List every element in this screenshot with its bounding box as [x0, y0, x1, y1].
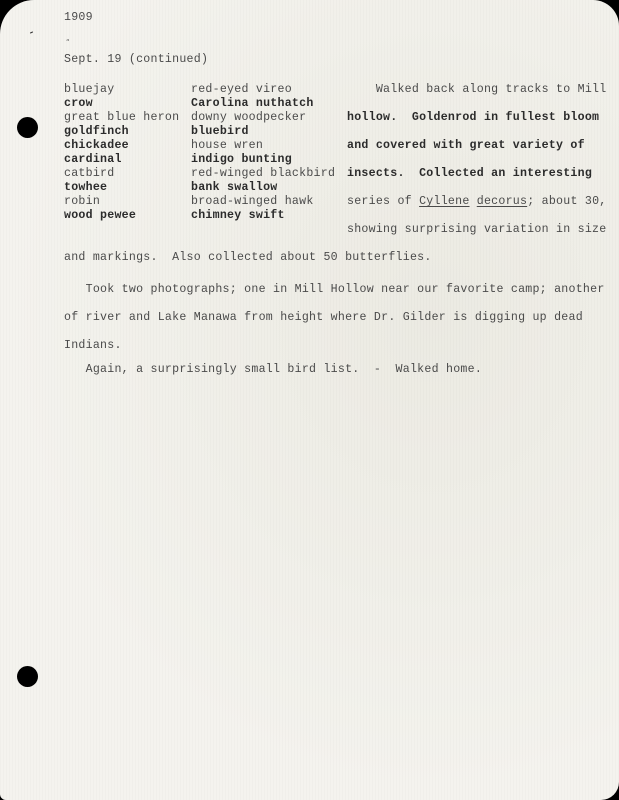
date-heading: Sept. 19 (continued)	[64, 53, 209, 66]
paper-speck	[30, 31, 33, 33]
bird-list-item: red-eyed vireo	[191, 83, 292, 96]
narrative-line: of river and Lake Manawa from height where Dr. Gilder is digging up dead	[64, 311, 583, 324]
binder-hole-top	[17, 117, 38, 138]
bird-list-item: indigo bunting	[191, 153, 292, 166]
bird-list-item: chimney swift	[191, 209, 285, 222]
narrative-line: and markings. Also collected about 50 butterflies.	[64, 251, 432, 264]
bird-list-item: great blue heron	[64, 111, 180, 124]
bird-list-item: bluebird	[191, 125, 249, 138]
bird-list-item: crow	[64, 97, 93, 110]
bird-list-item: goldfinch	[64, 125, 129, 138]
narrative-line: Indians.	[64, 339, 122, 352]
small-mark: „	[66, 34, 70, 42]
bird-list-item: red-winged blackbird	[191, 167, 336, 180]
narrative-line: insects. Collected an interesting	[347, 167, 593, 180]
narrative-line: Took two photographs; one in Mill Hollow near our favorite camp; another	[64, 283, 605, 296]
bird-list-item: wood pewee	[64, 209, 137, 222]
species-line-suffix: ; about 30,	[527, 195, 607, 208]
bird-list-item: house wren	[191, 139, 264, 152]
bird-list-item: towhee	[64, 181, 108, 194]
bird-list-item: catbird	[64, 167, 115, 180]
species-genus: Cyllene	[419, 195, 470, 208]
narrative-line: hollow. Goldenrod in fullest bloom	[347, 111, 600, 124]
narrative-line: showing surprising variation in size	[347, 223, 607, 236]
bird-list-item: cardinal	[64, 153, 122, 166]
narrative-line: Again, a surprisingly small bird list. - Walked home.	[64, 363, 483, 376]
bird-list-item: chickadee	[64, 139, 129, 152]
bird-list-item: broad-winged hawk	[191, 195, 314, 208]
species-space	[470, 195, 477, 208]
narrative-line: Walked back along tracks to Mill	[347, 83, 607, 96]
narrative-line: and covered with great variety of	[347, 139, 585, 152]
species-epithet: decorus	[476, 195, 528, 208]
bird-list-item: downy woodpecker	[191, 111, 307, 124]
bird-list-item: bluejay	[64, 83, 115, 96]
year-heading: 1909	[64, 11, 93, 24]
bird-list-item: bank swallow	[191, 181, 278, 194]
species-line	[347, 195, 606, 208]
binder-hole-bottom	[17, 666, 38, 687]
species-line-prefix: series of	[347, 195, 420, 208]
bird-list-item: Carolina nuthatch	[191, 97, 314, 110]
bird-list-item: robin	[64, 195, 101, 208]
